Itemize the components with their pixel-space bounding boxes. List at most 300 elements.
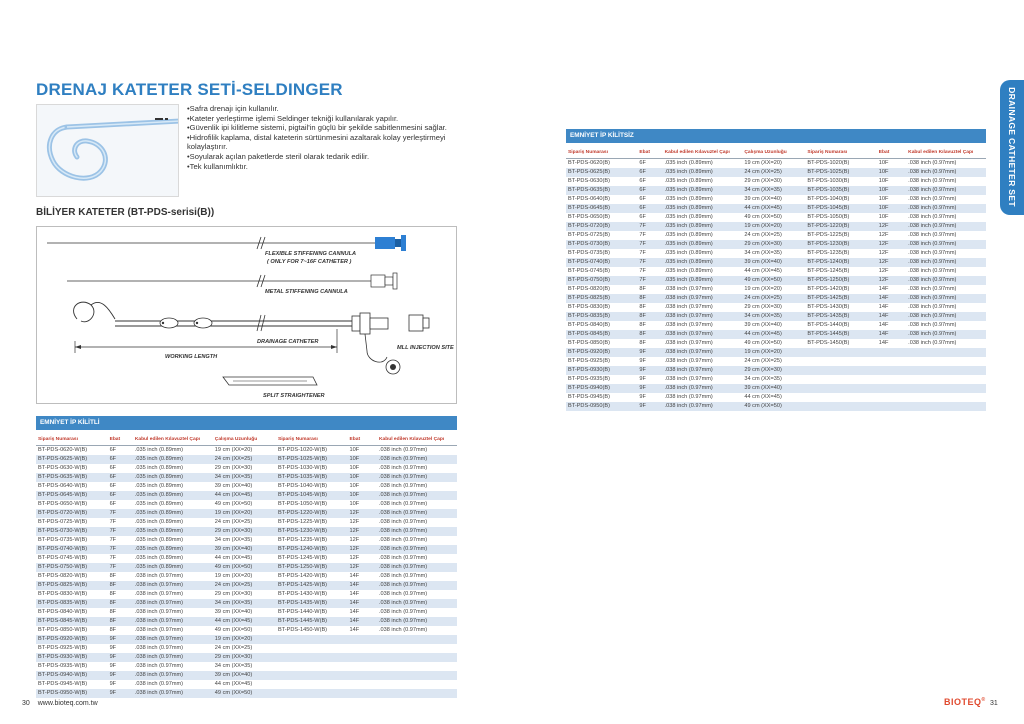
table-cell: 24 cm (XX=25)	[213, 518, 276, 527]
table-cell: BT-PDS-0745(B)	[566, 267, 637, 276]
table-cell	[805, 402, 876, 411]
table-cell: 10F	[877, 158, 906, 168]
table-cell: .035 inch (0.89mm)	[663, 276, 743, 285]
table-row	[566, 249, 986, 258]
table-cell: .038 inch (0.97mm)	[906, 195, 986, 204]
side-tab-label: DRAINAGE CATHETER SET	[1007, 87, 1017, 207]
table-cell: BT-PDS-1250(B)	[805, 276, 876, 285]
table-cell: 7F	[637, 267, 662, 276]
table-cell: BT-PDS-0620(B)	[566, 158, 637, 168]
table-cell: 7F	[108, 509, 133, 518]
table-row	[566, 402, 986, 411]
table-cell: BT-PDS-0950(B)	[566, 402, 637, 411]
table-cell	[276, 689, 348, 698]
table-cell: BT-PDS-1430(B)	[805, 303, 876, 312]
page-number-left: 30	[22, 700, 30, 707]
table-cell: .038 inch (0.97mm)	[377, 491, 457, 500]
table-row	[566, 267, 986, 276]
column-header: Ebat	[637, 148, 662, 158]
table-cell: 10F	[348, 500, 377, 509]
table-cell: 19 cm (XX=20)	[742, 158, 805, 168]
table-cell: .035 inch (0.89mm)	[133, 509, 213, 518]
table-cell: BT-PDS-0640(B)	[566, 195, 637, 204]
table-cell: 29 cm (XX=30)	[213, 590, 276, 599]
table-cell	[377, 662, 457, 671]
table-cell: BT-PDS-1245(B)	[805, 267, 876, 276]
table-cell: .038 inch (0.97mm)	[377, 572, 457, 581]
table-cell: .035 inch (0.89mm)	[133, 527, 213, 536]
table-row	[566, 222, 986, 231]
table-cell	[906, 348, 986, 357]
table-cell: 8F	[108, 581, 133, 590]
table-cell: 19 cm (XX=20)	[742, 222, 805, 231]
table-cell	[377, 680, 457, 689]
table-cell: 10F	[348, 455, 377, 464]
table-cell: BT-PDS-1050-W(B)	[276, 500, 348, 509]
table-cell: 9F	[108, 662, 133, 671]
table-cell: BT-PDS-1025-W(B)	[276, 455, 348, 464]
table-cell: .035 inch (0.89mm)	[663, 186, 743, 195]
column-header: Çalışma Uzunluğu	[742, 148, 805, 158]
table-cell: 10F	[877, 168, 906, 177]
table-cell: 6F	[108, 473, 133, 482]
table-cell: .038 inch (0.97mm)	[377, 590, 457, 599]
table-cell: 6F	[108, 500, 133, 509]
feature-item: • Kateter yerleştirme işlemi Seldinger tekniği kullanılarak yapılır.	[187, 114, 467, 124]
locking-order-table	[36, 435, 457, 698]
table-cell: BT-PDS-0730(B)	[566, 240, 637, 249]
table-cell: 49 cm (XX=50)	[742, 402, 805, 411]
table-cell: 7F	[637, 258, 662, 267]
table-cell: .035 inch (0.89mm)	[133, 518, 213, 527]
table-row	[36, 482, 457, 491]
table-cell: 7F	[108, 536, 133, 545]
table-cell: BT-PDS-0825-W(B)	[36, 581, 108, 590]
table-row	[36, 464, 457, 473]
feature-item: • Soyularak açılan paketlerde steril olarak tedarik edilir.	[187, 152, 467, 162]
table-row	[566, 348, 986, 357]
table-cell: .038 inch (0.97mm)	[133, 653, 213, 662]
table-cell: 29 cm (XX=30)	[742, 240, 805, 249]
table-cell: .038 inch (0.97mm)	[133, 581, 213, 590]
table-cell: 8F	[108, 599, 133, 608]
table-row	[566, 375, 986, 384]
column-header: Ebat	[877, 148, 906, 158]
table-cell: 12F	[348, 527, 377, 536]
table-row	[36, 662, 457, 671]
table-cell: 9F	[108, 635, 133, 644]
table-cell: BT-PDS-1450-W(B)	[276, 626, 348, 635]
table-cell: .035 inch (0.89mm)	[663, 222, 743, 231]
table-row	[36, 653, 457, 662]
table-cell: 19 cm (XX=20)	[742, 285, 805, 294]
table-cell: .038 inch (0.97mm)	[133, 644, 213, 653]
table-cell: BT-PDS-0750-W(B)	[36, 563, 108, 572]
table-cell: .035 inch (0.89mm)	[133, 473, 213, 482]
page-number-right: 31	[990, 700, 998, 707]
table-cell	[348, 662, 377, 671]
table-cell: 9F	[637, 402, 662, 411]
table-cell: 12F	[348, 554, 377, 563]
table-row	[36, 491, 457, 500]
table-cell: BT-PDS-0640-W(B)	[36, 482, 108, 491]
table-cell: 49 cm (XX=50)	[213, 626, 276, 635]
table-cell: .035 inch (0.89mm)	[133, 482, 213, 491]
table-cell: 24 cm (XX=25)	[213, 455, 276, 464]
table-cell: BT-PDS-0820(B)	[566, 285, 637, 294]
table-cell: BT-PDS-0850-W(B)	[36, 626, 108, 635]
catheter-diagram	[36, 226, 457, 404]
table-cell: BT-PDS-1425(B)	[805, 294, 876, 303]
table-cell: 39 cm (XX=40)	[742, 321, 805, 330]
table-cell: 7F	[637, 222, 662, 231]
table-cell: 14F	[348, 626, 377, 635]
table-cell: 7F	[108, 554, 133, 563]
table-cell: 44 cm (XX=45)	[213, 491, 276, 500]
table-cell: BT-PDS-1020(B)	[805, 158, 876, 168]
table-cell: BT-PDS-1420(B)	[805, 285, 876, 294]
feature-item: • Tek kullanımlıktır.	[187, 162, 467, 172]
table-cell	[348, 653, 377, 662]
table-cell: 7F	[637, 276, 662, 285]
table-cell: BT-PDS-1425-W(B)	[276, 581, 348, 590]
table-cell: .038 inch (0.97mm)	[377, 509, 457, 518]
flex-cannula-label: FLEXIBLE STIFFENING CANNULA	[265, 251, 357, 257]
table-cell: .038 inch (0.97mm)	[906, 222, 986, 231]
table-cell	[805, 366, 876, 375]
table-cell: BT-PDS-1035(B)	[805, 186, 876, 195]
table-cell: 12F	[348, 563, 377, 572]
table-cell: .038 inch (0.97mm)	[133, 590, 213, 599]
table-cell: 29 cm (XX=30)	[213, 653, 276, 662]
table-cell: BT-PDS-1040-W(B)	[276, 482, 348, 491]
table-cell: 14F	[877, 303, 906, 312]
table-cell: BT-PDS-1225(B)	[805, 231, 876, 240]
table-cell: .035 inch (0.89mm)	[663, 240, 743, 249]
table-cell: 12F	[348, 509, 377, 518]
table-cell: 34 cm (XX=35)	[742, 186, 805, 195]
table-row	[566, 339, 986, 348]
column-header: Çalışma Uzunluğu	[213, 435, 276, 445]
table-cell	[877, 357, 906, 366]
table-cell: 12F	[877, 249, 906, 258]
table-cell: 10F	[348, 464, 377, 473]
table-row	[36, 644, 457, 653]
table-cell: .038 inch (0.97mm)	[377, 563, 457, 572]
table-cell: .035 inch (0.89mm)	[133, 563, 213, 572]
table-cell: .035 inch (0.89mm)	[133, 445, 213, 455]
table-cell: 6F	[637, 186, 662, 195]
injection-site-icon	[409, 315, 429, 331]
table-cell: BT-PDS-1030-W(B)	[276, 464, 348, 473]
column-header: Sipariş Numarası	[36, 435, 108, 445]
table-cell: .038 inch (0.97mm)	[906, 321, 986, 330]
table-row	[566, 393, 986, 402]
table-cell: .035 inch (0.89mm)	[663, 213, 743, 222]
table-cell: 44 cm (XX=45)	[213, 680, 276, 689]
table-cell: 29 cm (XX=30)	[213, 464, 276, 473]
table-cell: .035 inch (0.89mm)	[663, 249, 743, 258]
table-cell: .038 inch (0.97mm)	[377, 464, 457, 473]
table-row	[36, 608, 457, 617]
table-cell: BT-PDS-0745-W(B)	[36, 554, 108, 563]
table-cell: 6F	[637, 213, 662, 222]
metal-cannula-label: METAL STIFFENING CANNULA	[265, 289, 348, 295]
table-cell: BT-PDS-0825(B)	[566, 294, 637, 303]
non-locking-table-title: EMNİYET İP KİLİTSİZ	[566, 129, 986, 143]
table-cell	[276, 680, 348, 689]
table-cell: 14F	[877, 330, 906, 339]
table-cell: 10F	[877, 186, 906, 195]
table-cell: 8F	[108, 617, 133, 626]
table-cell: .038 inch (0.97mm)	[377, 545, 457, 554]
table-cell: 39 cm (XX=40)	[742, 195, 805, 204]
table-cell: .038 inch (0.97mm)	[133, 617, 213, 626]
table-row	[36, 572, 457, 581]
table-cell: .035 inch (0.89mm)	[133, 464, 213, 473]
table-cell	[906, 366, 986, 375]
table-cell: BT-PDS-0930(B)	[566, 366, 637, 375]
table-cell	[906, 384, 986, 393]
table-cell: .035 inch (0.89mm)	[133, 455, 213, 464]
table-row	[36, 617, 457, 626]
table-row	[566, 231, 986, 240]
table-cell: 29 cm (XX=30)	[742, 303, 805, 312]
table-cell: 12F	[348, 536, 377, 545]
column-header: Kabul edilen Kılavuztel Çapı	[377, 435, 457, 445]
table-cell	[377, 689, 457, 698]
table-cell: 10F	[877, 204, 906, 213]
table-cell: .038 inch (0.97mm)	[663, 285, 743, 294]
table-cell: BT-PDS-1030(B)	[805, 177, 876, 186]
table-row	[36, 518, 457, 527]
table-cell: BT-PDS-0740(B)	[566, 258, 637, 267]
table-cell: BT-PDS-0850(B)	[566, 339, 637, 348]
table-cell: 9F	[637, 384, 662, 393]
table-cell: 9F	[108, 689, 133, 698]
table-cell: .035 inch (0.89mm)	[663, 168, 743, 177]
table-cell: 14F	[877, 312, 906, 321]
table-cell: 14F	[877, 321, 906, 330]
table-cell: BT-PDS-0940(B)	[566, 384, 637, 393]
table-cell: 6F	[108, 482, 133, 491]
drainage-catheter-label: DRAINAGE CATHETER	[257, 339, 319, 345]
table-cell: 14F	[348, 590, 377, 599]
website-link[interactable]: www.bioteq.com.tw	[37, 700, 98, 707]
footer-left	[22, 700, 98, 707]
brand-name: BIOTEQ	[944, 697, 982, 707]
table-cell	[348, 635, 377, 644]
table-cell: 8F	[637, 312, 662, 321]
table-cell: 14F	[348, 572, 377, 581]
table-cell: 19 cm (XX=20)	[213, 572, 276, 581]
table-cell: BT-PDS-0935-W(B)	[36, 662, 108, 671]
table-cell: .038 inch (0.97mm)	[377, 445, 457, 455]
table-cell: BT-PDS-0840(B)	[566, 321, 637, 330]
table-cell: BT-PDS-0625-W(B)	[36, 455, 108, 464]
table-cell: BT-PDS-1420-W(B)	[276, 572, 348, 581]
table-row	[566, 177, 986, 186]
table-cell: BT-PDS-0930-W(B)	[36, 653, 108, 662]
table-cell: .038 inch (0.97mm)	[377, 455, 457, 464]
table-cell: 24 cm (XX=25)	[742, 294, 805, 303]
table-row	[566, 312, 986, 321]
table-cell: .035 inch (0.89mm)	[133, 491, 213, 500]
table-row	[36, 554, 457, 563]
table-row	[566, 158, 986, 168]
table-cell: 8F	[108, 590, 133, 599]
table-cell: 7F	[108, 545, 133, 554]
table-row	[566, 195, 986, 204]
table-cell: 29 cm (XX=30)	[213, 527, 276, 536]
table-cell: BT-PDS-1440(B)	[805, 321, 876, 330]
column-header: Kabul edilen Kılavuztel Çapı	[906, 148, 986, 158]
table-cell: BT-PDS-0725-W(B)	[36, 518, 108, 527]
table-cell: 49 cm (XX=50)	[742, 339, 805, 348]
column-header: Sipariş Numarası	[566, 148, 637, 158]
table-cell: .038 inch (0.97mm)	[377, 536, 457, 545]
table-cell: 6F	[108, 491, 133, 500]
table-row	[36, 563, 457, 572]
table-cell: 12F	[348, 518, 377, 527]
table-cell	[377, 653, 457, 662]
table-cell: 9F	[108, 644, 133, 653]
table-cell: .035 inch (0.89mm)	[663, 177, 743, 186]
table-row	[36, 635, 457, 644]
table-cell	[276, 671, 348, 680]
table-cell: 8F	[108, 572, 133, 581]
table-cell: BT-PDS-0630(B)	[566, 177, 637, 186]
table-cell: 19 cm (XX=20)	[213, 635, 276, 644]
table-row	[566, 240, 986, 249]
table-cell: BT-PDS-1025(B)	[805, 168, 876, 177]
table-cell: .038 inch (0.97mm)	[663, 339, 743, 348]
table-cell: .038 inch (0.97mm)	[906, 267, 986, 276]
column-header: Kabul edilen Kılavuztel Çapı	[663, 148, 743, 158]
table-cell: .035 inch (0.89mm)	[133, 500, 213, 509]
table-cell	[805, 375, 876, 384]
table-cell: 34 cm (XX=35)	[213, 473, 276, 482]
table-cell: 9F	[108, 671, 133, 680]
table-cell: 9F	[637, 375, 662, 384]
table-cell: BT-PDS-0950-W(B)	[36, 689, 108, 698]
flexible-cannula-hub-icon	[375, 235, 406, 251]
table-cell: 34 cm (XX=35)	[213, 662, 276, 671]
table-cell: 6F	[108, 464, 133, 473]
table-row	[36, 536, 457, 545]
table-cell: BT-PDS-1430-W(B)	[276, 590, 348, 599]
table-cell: .038 inch (0.97mm)	[906, 240, 986, 249]
table-cell: 6F	[108, 445, 133, 455]
table-cell: BT-PDS-0725(B)	[566, 231, 637, 240]
table-row	[566, 366, 986, 375]
table-cell: BT-PDS-0720(B)	[566, 222, 637, 231]
table-cell: .038 inch (0.97mm)	[906, 204, 986, 213]
table-cell: 14F	[877, 285, 906, 294]
table-cell: .038 inch (0.97mm)	[906, 177, 986, 186]
table-cell: 24 cm (XX=25)	[213, 644, 276, 653]
table-row	[566, 258, 986, 267]
table-cell: 6F	[637, 168, 662, 177]
table-cell: .038 inch (0.97mm)	[663, 321, 743, 330]
metal-cannula-hub-icon	[371, 273, 397, 289]
table-cell: BT-PDS-0730-W(B)	[36, 527, 108, 536]
working-length-label: WORKING LENGTH	[165, 354, 218, 360]
table-cell: 29 cm (XX=30)	[742, 177, 805, 186]
table-cell: 7F	[108, 563, 133, 572]
table-row	[36, 680, 457, 689]
table-cell: 12F	[877, 240, 906, 249]
table-cell: 12F	[877, 276, 906, 285]
table-cell: 12F	[877, 231, 906, 240]
table-cell	[906, 402, 986, 411]
table-cell: 49 cm (XX=50)	[742, 213, 805, 222]
table-cell: 6F	[637, 158, 662, 168]
table-cell: .038 inch (0.97mm)	[377, 482, 457, 491]
non-locking-order-table	[566, 148, 986, 411]
table-cell: 10F	[877, 213, 906, 222]
table-cell: 39 cm (XX=40)	[213, 671, 276, 680]
table-cell: .038 inch (0.97mm)	[663, 402, 743, 411]
table-cell	[348, 680, 377, 689]
table-cell: 12F	[877, 222, 906, 231]
table-cell: BT-PDS-0625(B)	[566, 168, 637, 177]
column-header: Sipariş Numarası	[276, 435, 348, 445]
table-cell: 44 cm (XX=45)	[742, 267, 805, 276]
table-cell: .038 inch (0.97mm)	[663, 330, 743, 339]
table-cell: BT-PDS-1045-W(B)	[276, 491, 348, 500]
table-cell: BT-PDS-1250-W(B)	[276, 563, 348, 572]
table-cell: BT-PDS-0645(B)	[566, 204, 637, 213]
table-cell	[276, 662, 348, 671]
table-cell: .038 inch (0.97mm)	[377, 617, 457, 626]
table-cell: BT-PDS-0645-W(B)	[36, 491, 108, 500]
table-cell: .038 inch (0.97mm)	[377, 608, 457, 617]
non-locking-table	[566, 129, 986, 411]
table-cell: BT-PDS-1435(B)	[805, 312, 876, 321]
table-cell: 8F	[108, 608, 133, 617]
table-cell: .038 inch (0.97mm)	[663, 357, 743, 366]
table-cell: .038 inch (0.97mm)	[133, 689, 213, 698]
table-cell: .038 inch (0.97mm)	[906, 339, 986, 348]
table-cell: 8F	[637, 285, 662, 294]
table-cell: .038 inch (0.97mm)	[133, 680, 213, 689]
table-cell: BT-PDS-0720-W(B)	[36, 509, 108, 518]
table-cell: BT-PDS-1245-W(B)	[276, 554, 348, 563]
table-cell: 29 cm (XX=30)	[742, 366, 805, 375]
table-row	[36, 689, 457, 698]
table-cell	[877, 366, 906, 375]
table-cell: 6F	[637, 177, 662, 186]
table-cell: .038 inch (0.97mm)	[377, 599, 457, 608]
feature-item: • Safra drenajı için kullanılır.	[187, 104, 467, 114]
table-cell: BT-PDS-0820-W(B)	[36, 572, 108, 581]
column-header: Ebat	[348, 435, 377, 445]
table-cell: 34 cm (XX=35)	[213, 536, 276, 545]
flex-cannula-note: ( ONLY FOR 7~16F CATHETER )	[267, 259, 352, 265]
table-cell: .038 inch (0.97mm)	[663, 393, 743, 402]
table-cell: BT-PDS-0835(B)	[566, 312, 637, 321]
table-row	[566, 357, 986, 366]
table-cell: BT-PDS-0635(B)	[566, 186, 637, 195]
table-cell: 10F	[348, 491, 377, 500]
table-cell: .035 inch (0.89mm)	[663, 204, 743, 213]
table-cell: .038 inch (0.97mm)	[133, 626, 213, 635]
table-cell: BT-PDS-0920-W(B)	[36, 635, 108, 644]
table-cell: 7F	[637, 240, 662, 249]
table-cell: BT-PDS-0945-W(B)	[36, 680, 108, 689]
table-row	[566, 204, 986, 213]
